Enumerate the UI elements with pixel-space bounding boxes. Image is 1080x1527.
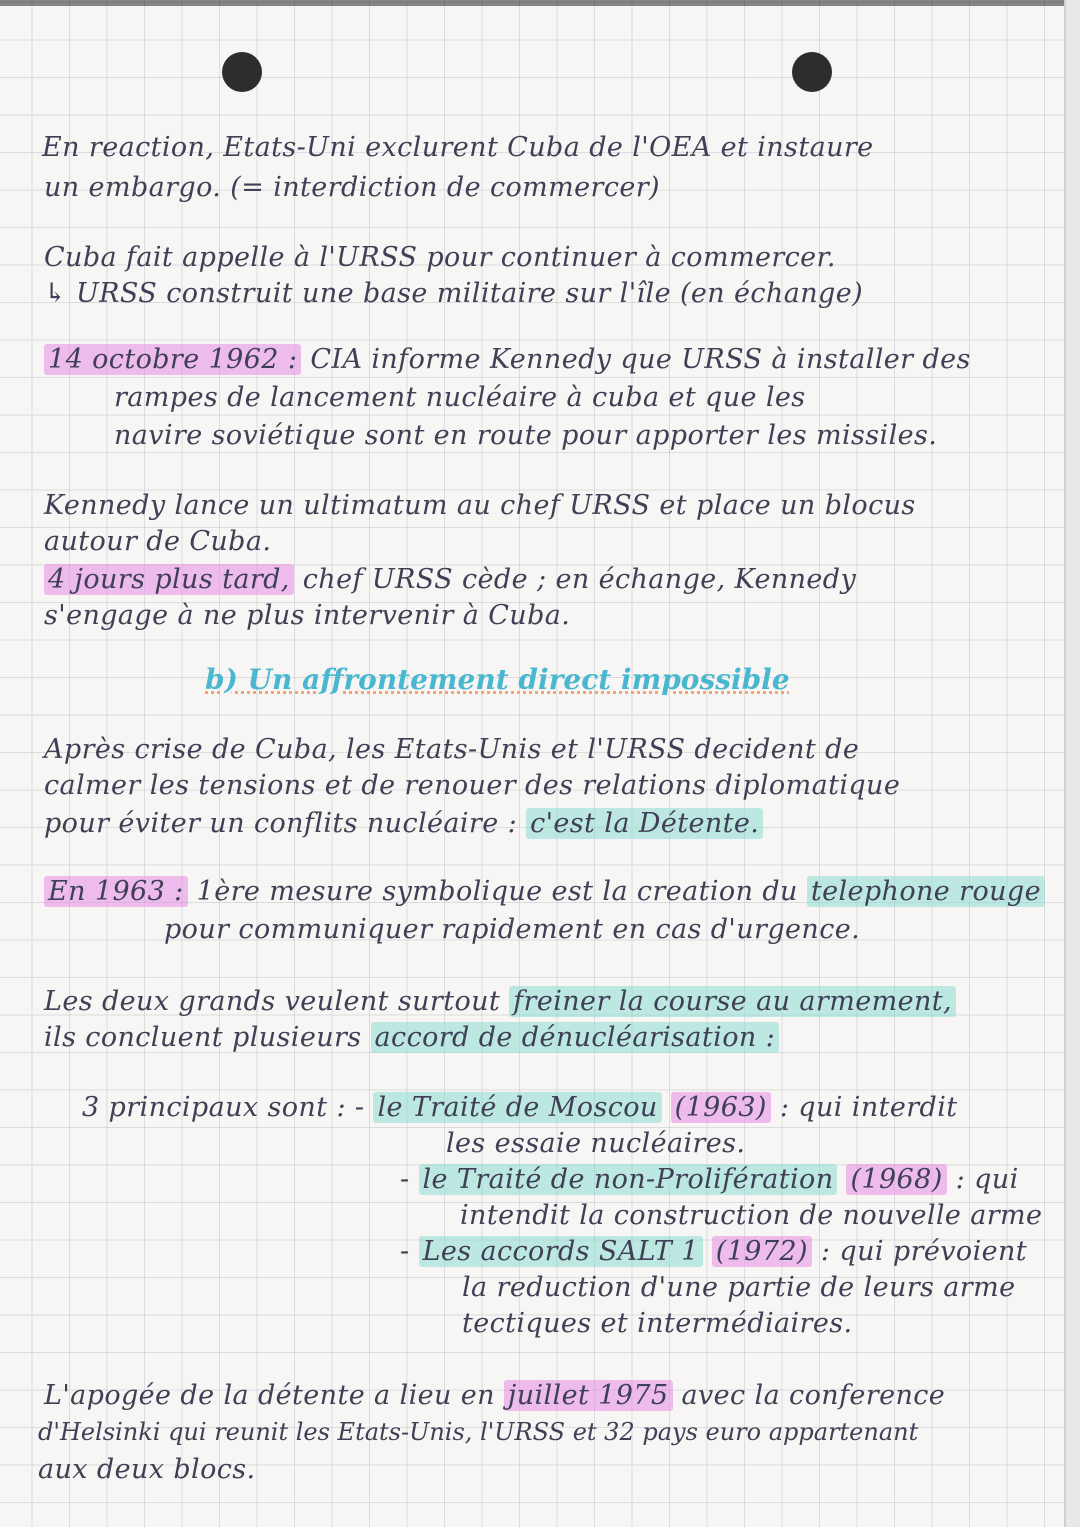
note-line-9: autour de Cuba. [44, 526, 272, 557]
note-line-27: d'Helsinki qui reunit les Etats-Unis, l'URSS et 32 pays euro appartenant [38, 1418, 919, 1446]
section-subheading: b) Un affrontement direct impossible [205, 663, 790, 696]
note-line-2: un embargo. (= interdiction de commercer) [44, 172, 660, 203]
juillet-1975-highlight: juillet 1975 [504, 1380, 673, 1411]
principaux-label: 3 principaux sont : - [82, 1092, 374, 1123]
treaty-salt-cont-1: la reduction d'une partie de leurs arme [462, 1272, 1016, 1303]
note-line-26-text: L'apogée de la détente a lieu en [44, 1380, 495, 1411]
salt-highlight: Les accords SALT 1 [419, 1236, 703, 1267]
page-right-edge [1064, 0, 1080, 1527]
note-line-16: pour communiquer rapidement en cas d'urgence. [164, 914, 861, 945]
tnp-highlight: le Traité de non-Prolifération [419, 1164, 838, 1195]
note-line-6: rampes de lancement nucléaire à cuba et que les [114, 382, 806, 413]
telephone-rouge-highlight: telephone rouge [807, 876, 1045, 907]
note-line-3: Cuba fait appelle à l'URSS pour continuer à commercer. [44, 242, 836, 273]
note-line-8: Kennedy lance un ultimatum au chef URSS et place un blocus [44, 490, 916, 521]
salt-dash: - [400, 1236, 419, 1267]
moscou-highlight: le Traité de Moscou [373, 1092, 661, 1123]
note-line-15 [44, 874, 1045, 910]
binder-hole-right [792, 52, 832, 92]
freiner-highlight: freiner la course au armement, [509, 986, 956, 1017]
note-line-10-text: chef URSS cède ; en échange, Kennedy [293, 564, 857, 595]
treaty-salt-cont-2: tectiques et intermédiaires. [462, 1308, 853, 1339]
date-highlight-4-jours: 4 jours plus tard, [44, 564, 294, 595]
note-line-18-text: ils concluent plusieurs [44, 1022, 362, 1053]
note-line-15-text: 1ère mesure symbolique est la creation du [187, 876, 807, 907]
note-line-17 [44, 984, 956, 1020]
year-1963-highlight: (1963) [671, 1092, 771, 1123]
note-line-10 [44, 562, 856, 598]
note-line-13: calmer les tensions et de renouer des relations diplomatique [44, 770, 901, 801]
tnp-dash: - [400, 1164, 419, 1195]
year-1968-highlight: (1968) [846, 1164, 946, 1195]
note-line-18 [44, 1020, 779, 1056]
page-top-edge [0, 0, 1080, 6]
note-line-4: ↳ URSS construit une base militaire sur l'île (en échange) [44, 278, 864, 309]
binder-hole-left [222, 52, 262, 92]
year-1972-highlight: (1972) [712, 1236, 812, 1267]
accord-highlight: accord de dénucléarisation : [371, 1022, 780, 1053]
note-line-11: s'engage à ne plus intervenir à Cuba. [44, 600, 571, 631]
note-line-17-text: Les deux grands veulent surtout [44, 986, 501, 1017]
note-line-26 [44, 1378, 945, 1414]
note-line-26-rest: avec la conference [672, 1380, 946, 1411]
date-highlight-1962: 14 octobre 1962 : [44, 344, 301, 375]
treaty-salt-line [400, 1234, 1027, 1270]
note-line-14 [44, 806, 763, 842]
note-line-7: navire soviétique sont en route pour apporter les missiles. [114, 420, 938, 451]
tnp-rest: : qui [946, 1164, 1019, 1195]
note-line-28: aux deux blocs. [38, 1454, 256, 1485]
moscou-rest: : qui interdit [770, 1092, 958, 1123]
salt-rest: : qui prévoient [811, 1236, 1028, 1267]
treaty-tnp-cont: intendit la construction de nouvelle arme [460, 1200, 1043, 1231]
treaty-moscou-cont: les essaie nucléaires. [446, 1128, 746, 1159]
treaty-moscou-line [82, 1090, 958, 1126]
note-line-5 [44, 342, 971, 378]
note-line-12: Après crise de Cuba, les Etats-Unis et l'URSS decident de [44, 734, 860, 765]
note-line-1: En reaction, Etats-Uni exclurent Cuba de l'OEA et instaure [42, 132, 874, 163]
note-line-14-text: pour éviter un conflits nucléaire : [44, 808, 518, 839]
note-line-5-text: CIA informe Kennedy que URSS à installer des [301, 344, 971, 375]
date-highlight-1963: En 1963 : [44, 876, 188, 907]
detente-highlight: c'est la Détente. [526, 808, 763, 839]
treaty-tnp-line [400, 1162, 1019, 1198]
